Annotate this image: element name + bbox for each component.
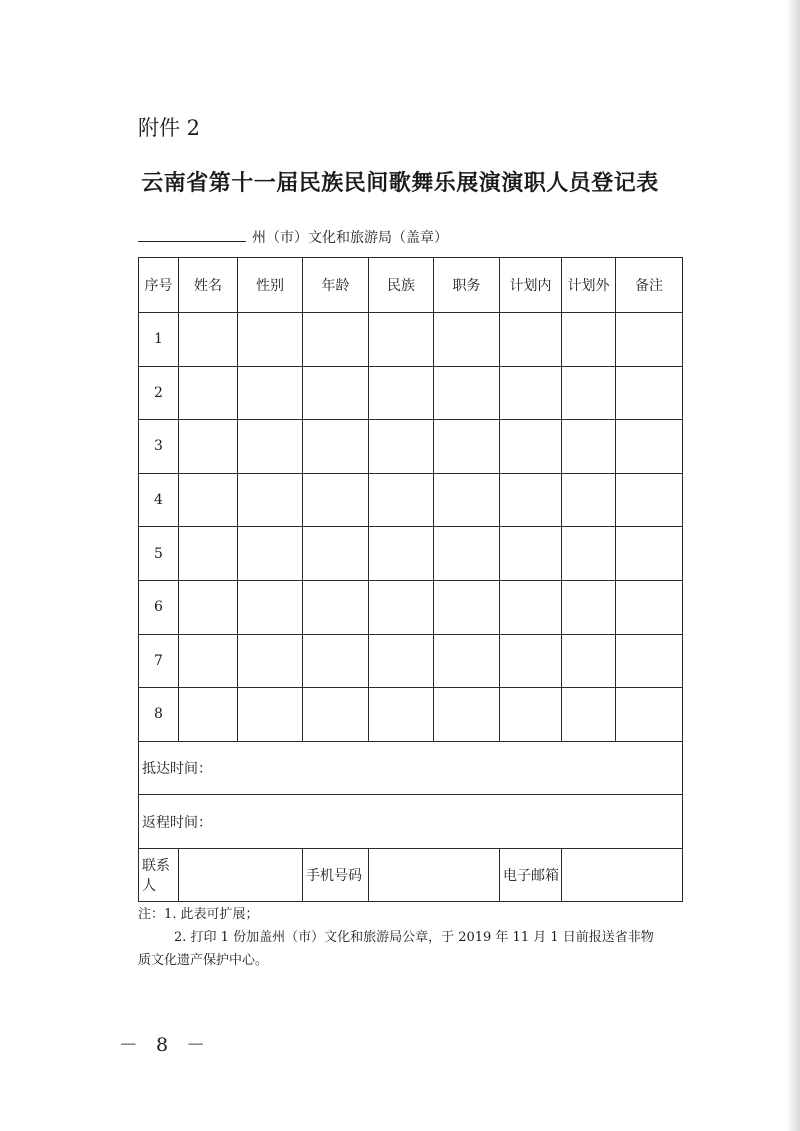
table-row bbox=[139, 688, 683, 742]
table-cell[interactable] bbox=[303, 420, 369, 474]
table-cell[interactable] bbox=[179, 366, 238, 420]
table-cell[interactable] bbox=[562, 473, 616, 527]
table-cell[interactable] bbox=[303, 473, 369, 527]
table-cell[interactable] bbox=[369, 313, 434, 367]
row-number: 3 bbox=[139, 420, 179, 474]
table-cell[interactable] bbox=[500, 420, 562, 474]
table-cell[interactable] bbox=[500, 688, 562, 742]
organization-line-text: 州（市）文化和旅游局（盖章） bbox=[252, 230, 448, 246]
table-cell[interactable] bbox=[616, 473, 683, 527]
arrival-time-label: 抵达时间： bbox=[142, 761, 212, 777]
table-cell[interactable] bbox=[562, 580, 616, 634]
table-cell[interactable] bbox=[616, 527, 683, 581]
phone-value-field[interactable] bbox=[369, 848, 500, 902]
table-cell[interactable] bbox=[562, 313, 616, 367]
header-cell-planned: 计划内 bbox=[500, 258, 562, 313]
header-cell-ethnicity: 民族 bbox=[369, 258, 434, 313]
table-cell[interactable] bbox=[238, 634, 303, 688]
table-cell[interactable] bbox=[434, 366, 500, 420]
table-cell[interactable] bbox=[369, 420, 434, 474]
table-cell[interactable] bbox=[434, 580, 500, 634]
email-value-field[interactable] bbox=[562, 848, 683, 902]
table-cell[interactable] bbox=[434, 313, 500, 367]
table-cell[interactable] bbox=[303, 580, 369, 634]
table-cell[interactable] bbox=[238, 527, 303, 581]
table-cell[interactable] bbox=[303, 634, 369, 688]
contact-row bbox=[139, 848, 683, 902]
table-cell[interactable] bbox=[303, 688, 369, 742]
row-number: 5 bbox=[139, 527, 179, 581]
header-cell-name: 姓名 bbox=[179, 258, 238, 313]
table-cell[interactable] bbox=[179, 580, 238, 634]
row-number: 2 bbox=[139, 366, 179, 420]
table-cell[interactable] bbox=[500, 580, 562, 634]
table-cell[interactable] bbox=[238, 366, 303, 420]
table-cell[interactable] bbox=[303, 527, 369, 581]
email-label: 电子邮箱 bbox=[500, 848, 562, 902]
note-line-1: 注：1. 此表可扩展； bbox=[138, 907, 259, 922]
table-cell[interactable] bbox=[434, 527, 500, 581]
note-line-3: 质文化遗产保护中心。 bbox=[138, 953, 269, 968]
table-cell[interactable] bbox=[562, 420, 616, 474]
table-cell[interactable] bbox=[500, 473, 562, 527]
header-cell-position: 职务 bbox=[434, 258, 500, 313]
organization-line bbox=[138, 227, 448, 247]
row-number: 4 bbox=[139, 473, 179, 527]
phone-label: 手机号码 bbox=[303, 848, 369, 902]
table-row bbox=[139, 366, 683, 420]
note-line-2: 2. 打印 1 份加盖州（市）文化和旅游局公章，于 2019 年 11 月 1 日前报送省非物 bbox=[174, 930, 654, 945]
table-cell[interactable] bbox=[562, 634, 616, 688]
contact-label: 联系人 bbox=[139, 848, 179, 902]
table-cell[interactable] bbox=[369, 634, 434, 688]
table-cell[interactable] bbox=[238, 580, 303, 634]
table-cell[interactable] bbox=[179, 313, 238, 367]
table-cell[interactable] bbox=[500, 313, 562, 367]
table-cell[interactable] bbox=[238, 473, 303, 527]
document-title: 云南省第十一届民族民间歌舞乐展演演职人员登记表 bbox=[141, 170, 659, 196]
return-time-row bbox=[139, 795, 683, 849]
table-cell[interactable] bbox=[369, 366, 434, 420]
table-cell[interactable] bbox=[434, 634, 500, 688]
table-row bbox=[139, 473, 683, 527]
table-row bbox=[139, 527, 683, 581]
row-number: 7 bbox=[139, 634, 179, 688]
table-cell[interactable] bbox=[238, 688, 303, 742]
table-cell[interactable] bbox=[616, 420, 683, 474]
header-cell-age: 年龄 bbox=[303, 258, 369, 313]
header-cell-gender: 性别 bbox=[238, 258, 303, 313]
table-cell[interactable] bbox=[434, 688, 500, 742]
table-cell[interactable] bbox=[369, 527, 434, 581]
table-cell[interactable] bbox=[179, 527, 238, 581]
table-cell[interactable] bbox=[369, 688, 434, 742]
table-header-row bbox=[139, 258, 683, 313]
row-number: 8 bbox=[139, 688, 179, 742]
table-cell[interactable] bbox=[434, 473, 500, 527]
table-row bbox=[139, 313, 683, 367]
notes bbox=[138, 903, 654, 972]
table-cell[interactable] bbox=[500, 634, 562, 688]
table-cell[interactable] bbox=[616, 366, 683, 420]
table-cell[interactable] bbox=[303, 366, 369, 420]
table-cell[interactable] bbox=[179, 420, 238, 474]
page-number: － 8 － bbox=[118, 1034, 212, 1056]
organization-blank-field[interactable] bbox=[138, 227, 246, 242]
attachment-label: 附件 2 bbox=[138, 116, 201, 140]
row-number: 6 bbox=[139, 580, 179, 634]
contact-value-field[interactable] bbox=[179, 848, 303, 902]
table-cell[interactable] bbox=[179, 634, 238, 688]
table-cell[interactable] bbox=[369, 473, 434, 527]
table-cell[interactable] bbox=[500, 366, 562, 420]
return-time-label: 返程时间： bbox=[142, 814, 212, 831]
header-cell-unplanned: 计划外 bbox=[562, 258, 616, 313]
table-cell[interactable] bbox=[616, 580, 683, 634]
return-time-field[interactable] bbox=[139, 795, 683, 849]
table-cell[interactable] bbox=[179, 473, 238, 527]
row-number: 1 bbox=[139, 313, 179, 367]
table-cell[interactable] bbox=[500, 527, 562, 581]
table-cell[interactable] bbox=[616, 313, 683, 367]
table-cell[interactable] bbox=[369, 580, 434, 634]
table-row bbox=[139, 580, 683, 634]
header-cell-remarks: 备注 bbox=[616, 258, 683, 313]
table-cell[interactable] bbox=[179, 688, 238, 742]
table-cell[interactable] bbox=[562, 688, 616, 742]
arrival-time-field[interactable] bbox=[139, 741, 683, 795]
header-cell-seq: 序号 bbox=[139, 258, 179, 313]
registration-table bbox=[138, 257, 683, 902]
table-cell[interactable] bbox=[238, 313, 303, 367]
table-row bbox=[139, 420, 683, 474]
table-cell[interactable] bbox=[616, 688, 683, 742]
table-cell[interactable] bbox=[616, 634, 683, 688]
table-cell[interactable] bbox=[238, 420, 303, 474]
table-cell[interactable] bbox=[562, 527, 616, 581]
table-cell[interactable] bbox=[434, 420, 500, 474]
table-cell[interactable] bbox=[303, 313, 369, 367]
table-row bbox=[139, 634, 683, 688]
table-cell[interactable] bbox=[562, 366, 616, 420]
arrival-time-row bbox=[139, 741, 683, 795]
